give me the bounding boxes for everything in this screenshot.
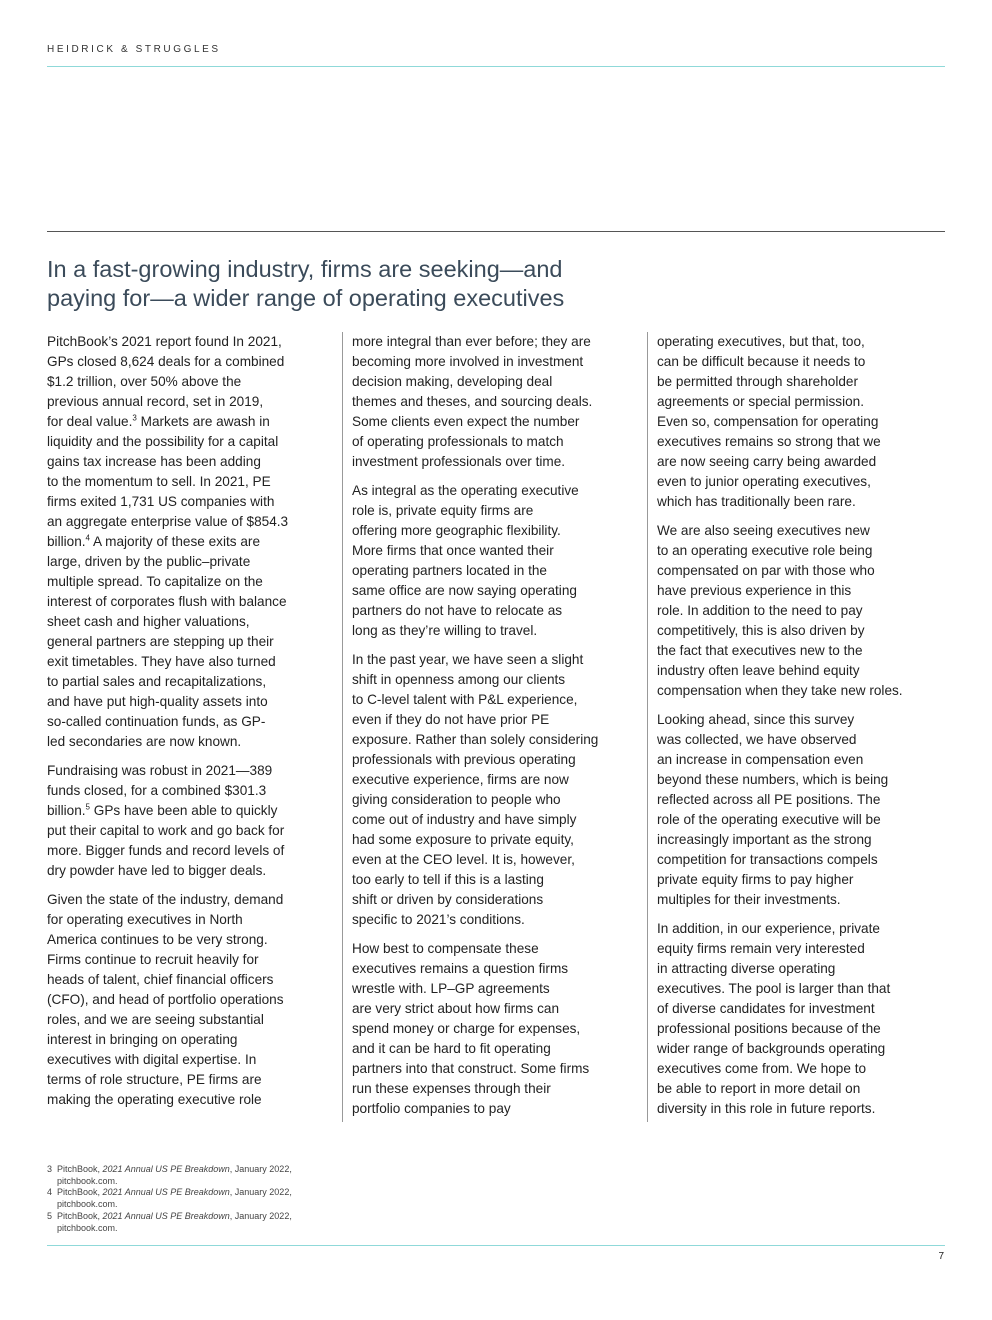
brand-header: HEIDRICK & STRUGGLES <box>47 44 221 55</box>
paragraph-text: PitchBook’s 2021 report found In 2021, GPs closed 8,624 deals for a combined $1.2 trillion, over 50% above the previous annual record, set in 2019, for deal value. <box>47 334 285 429</box>
footnote-number: 5 <box>47 1210 53 1221</box>
paragraph-text: GPs have been able to quickly put their capital to work and go back for more. Bigger funds and record levels of dry powder have led to bigger deals. <box>47 803 285 878</box>
footnote <box>47 1187 447 1210</box>
paragraph <box>47 761 330 881</box>
footnote-number: 3 <box>47 1164 53 1174</box>
footnote-ref: 5 <box>85 802 90 812</box>
headline-text: In a fast-growing industry, firms are seeking—and paying for—a wider range of operating executives <box>47 256 565 311</box>
column-1 <box>47 332 330 1122</box>
footer-divider <box>47 1245 945 1246</box>
column-3 <box>647 332 955 1122</box>
paragraph: We are also seeing executives new to an operating executive role being compensated on par with those who have previous experience in this role. In addition to the need to pay competitively, this is also driven by the fact that executives new to the industry often leave behind equity compensation when they take new roles. <box>657 523 903 698</box>
footnote-ref: 4 <box>85 533 90 543</box>
paragraph-text: Fundraising was robust in 2021—389 funds closed, for a combined $301.3 billion. <box>47 763 273 818</box>
section-divider <box>47 231 945 232</box>
header-divider <box>47 66 945 67</box>
paragraph: Looking ahead, since this survey was collected, we have observed an increase in compensation even beyond these numbers, which is being reflected across all PE positions. The role of the operating executive will be increasingly important as the strong competition for transactions compels private equity firms to pay higher multiples for their investments. <box>657 712 889 907</box>
footnote-text <box>57 1211 292 1234</box>
column-2 <box>342 332 648 1122</box>
paragraph: In the past year, we have seen a slight shift in openness among our clients to C-level talent with P&L experience, even if they do not have prior PE exposure. Rather than solely considering professionals with previous operating executive experience, firms are now giving consideration to people who come out of industry and have simply had some exposure to private equity, even at the CEO level. It is, however, too early to tell if this is a lasting shift or driven by considerations specific to 2021’s conditions. <box>352 652 599 927</box>
footnote-title: 2021 Annual US PE Breakdown <box>102 1187 230 1198</box>
footnote-rest: , January 2022, pitchbook.com. <box>57 1210 292 1233</box>
paragraph: In addition, in our experience, private equity firms remain very interested in attracting diverse operating executives. The pool is larger than that of diverse candidates for investment professional positions because of the wider range of backgrounds operating executives come from. We hope to be able to report in more detail on diversity in this role in future reports. <box>657 921 891 1116</box>
footnote-source: PitchBook, <box>57 1164 103 1174</box>
footnote <box>47 1211 447 1234</box>
paragraph: operating executives, but that, too, can be difficult because it needs to be permitted through shareholder agreements or special permission. Even so, compensation for operating executives remains so strong that we are now seeing carry being awarded even to junior operating executives, which has traditionally been rare. <box>657 334 881 509</box>
paragraph-text: A majority of these exits are large, driven by the public–private multiple spread. To capitalize on the interest of corporates flush with balance sheet cash and higher valuations, general partners are stepping up their exit timetables. They have also turned to partial sales and recapitalizations, and have put high-quality assets into so-called continuation funds, as GP- led secondaries are now known. <box>47 534 287 749</box>
footnote-title: 2021 Annual US PE Breakdown <box>102 1210 230 1221</box>
page-number: 7 <box>938 1251 944 1262</box>
article-headline <box>47 255 687 313</box>
footnotes <box>47 1164 447 1234</box>
footnote <box>47 1164 447 1187</box>
paragraph: How best to compensate these executives remains a question firms wrestle with. LP–GP agreements are very strict about how firms can spend money or charge for expenses, and it can be hard to fit operating partners into that construct. Some firms run these expenses through their portfolio companies to pay <box>352 941 590 1116</box>
paragraph: more integral than ever before; they are becoming more involved in investment decision making, developing deal themes and theses, and sourcing deals. Some clients even expect the number of operating professionals to match investment professionals over time. <box>352 334 593 469</box>
paragraph: As integral as the operating executive role is, private equity firms are offering more geographic flexibility. More firms that once wanted their operating partners located in the same office are now saying operating partners do not have to relocate as long as they’re willing to travel. <box>352 483 579 638</box>
footnote-ref: 3 <box>132 413 137 423</box>
footnote-source: PitchBook, <box>57 1210 103 1221</box>
footnote-rest: , January 2022, pitchbook.com. <box>57 1187 292 1210</box>
footnote-number: 4 <box>47 1187 53 1198</box>
paragraph-text: Markets are awash in liquidity and the possibility for a capital gains tax increase has been adding to the momentum to sell. In 2021, PE firms exited 1,731 US companies with an aggregate enterprise value of $854.3 billion. <box>47 414 289 549</box>
footnote-source: PitchBook, <box>57 1187 103 1198</box>
article-body <box>47 332 945 1124</box>
footnote-rest: , January 2022, pitchbook.com. <box>57 1164 292 1186</box>
footnote-text <box>57 1187 292 1210</box>
footnote-text <box>57 1164 292 1187</box>
paragraph <box>47 332 330 752</box>
paragraph: Given the state of the industry, demand for operating executives in North America continues to be very strong. Firms continue to recruit heavily for heads of talent, chief financial officers (CFO), and head of portfolio operations roles, and we are seeing substantial interest in bringing on operating executives with digital expertise. In terms of role structure, PE firms are making the operating executive role <box>47 892 284 1107</box>
footnote-title: 2021 Annual US PE Breakdown <box>102 1164 230 1174</box>
